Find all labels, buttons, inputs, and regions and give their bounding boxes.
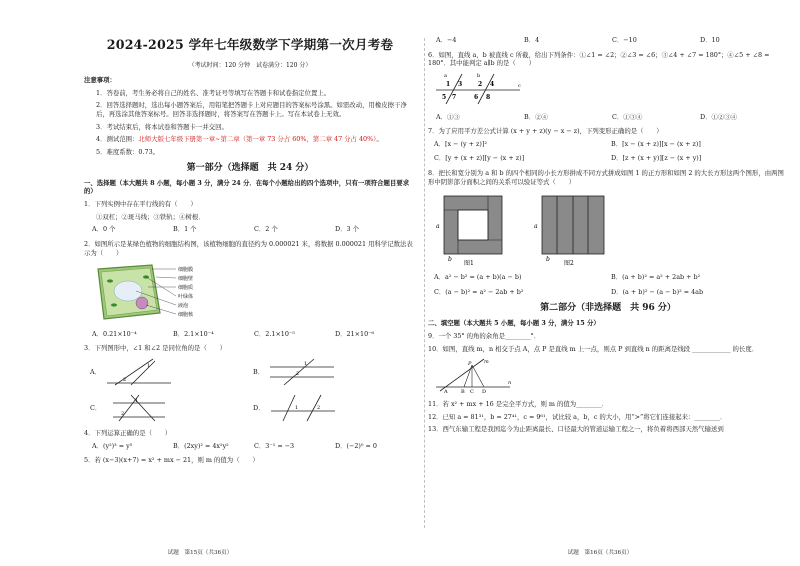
q3-options [90, 357, 416, 423]
svg-text:D: D [482, 389, 487, 394]
q2-option-a[interactable]: A．0.21×10⁻⁴ [92, 329, 137, 338]
q6-option-c[interactable]: C．①③④ [612, 112, 643, 121]
svg-text:P: P [468, 361, 472, 368]
svg-text:6: 6 [474, 93, 479, 101]
exam-title: 2024-2025 学年七年级数学下学期第一次月考卷 [106, 37, 394, 52]
svg-text:2: 2 [316, 405, 320, 412]
q5-option-d[interactable]: D．10 [700, 36, 720, 44]
q12-stem: 12．已知 a = 81³¹，b = 27⁴¹，c = 9⁶¹，试比较 a，b，c 的大小，用“>”将它们连接起来：________． [428, 412, 727, 421]
test-scope: 北师大版七年级下册第一章~第二章（第一章 73 分占 60%，第二章 47 分占 40%） [138, 135, 377, 144]
note-4-suffix: 。 [376, 135, 383, 144]
cell-label-2: 细胞质 [178, 285, 194, 292]
part1-heading: 第一部分（选择题 共 24 分） [186, 162, 314, 173]
q8-option-c[interactable]: C．(a − b)² = a² − 2ab + b² [434, 287, 524, 296]
q4-option-c[interactable]: C．3⁻¹ = −3 [254, 441, 295, 450]
q4-options [92, 442, 416, 451]
svg-text:b: b [448, 256, 452, 264]
q7-options [434, 140, 788, 163]
svg-text:c: c [518, 82, 521, 89]
footer-left: 试题 第15页（共36页） [167, 550, 233, 557]
note-4 [84, 135, 416, 144]
rectangle-area-diagram [434, 190, 634, 266]
cell-label-0: 细胞膜 [178, 267, 194, 274]
svg-text:B: B [461, 389, 465, 394]
q4-option-d[interactable]: D．(−2)⁰ = 0 [335, 441, 377, 450]
q8-option-a[interactable]: A．a² − b² = (a + b)(a − b) [434, 273, 522, 282]
part2-heading: 第二部分（非选择题 共 96 分） [540, 303, 676, 314]
q7-option-b[interactable]: B．[x − (x + z)][x − (x + z)] [611, 139, 701, 148]
q7-stem: 7．为了应用平方差公式计算 (x + y + z)(y − x − z)，下列变形正确的是（ ） [428, 127, 663, 136]
q8-option-b[interactable]: B．(a + b)² = a² + 2ab + b² [611, 273, 701, 282]
q8-figures [434, 190, 788, 269]
q2-option-c[interactable]: C．2.1×10⁻⁵ [254, 329, 295, 338]
q1-sub: ①双杠；②斑马线；③铁轨；④树根． [96, 212, 205, 221]
svg-text:1: 1 [304, 361, 308, 368]
svg-text:a: a [444, 72, 447, 79]
q3-figure-c [105, 393, 175, 423]
q1-option-a[interactable]: A．0 个 [92, 225, 116, 234]
q6-figure [434, 72, 788, 109]
q1-option-c[interactable]: C．2 个 [254, 225, 278, 234]
q6-stem: 6．如图，直线 a，b 被直线 c 所截，给出下列条件：①∠1 = ∠2；②∠3 = ∠6；③∠4 + ∠7 = 180°；④∠5 + ∠8 = 180°．其中能判定 a∥b 的是（ ） [428, 50, 770, 68]
point-to-line-diagram [434, 357, 514, 393]
q7-option-d[interactable]: D．[z + (x + y)][z − (x + y)] [611, 154, 702, 163]
q9-stem: 9．一个 35° 的角的余角是________°． [428, 332, 541, 341]
exam-subtitle: （考试时间：120 分钟 试卷满分：120 分） [188, 62, 312, 69]
q13-stem: 13．西气东输工程是我国迄今为止距离最长、口径最大的管道运输工程之一，将负着将西部天然气输送到 [428, 425, 724, 434]
svg-text:1: 1 [294, 405, 298, 412]
q5-stem: 5．若 (x−3)(x+7) = x² + mx − 21，则 m 的值为（ ） [84, 456, 259, 465]
q3-option-c-label: C． [90, 403, 102, 412]
q3-figure-d [269, 393, 339, 423]
q10-figure [434, 357, 788, 396]
note-3: 3．考试结束后，将本试卷和答题卡一并交回。 [96, 122, 228, 131]
svg-text:b: b [477, 72, 481, 79]
left-column [84, 36, 416, 469]
note-5: 5．难度系数：0.73。 [96, 147, 160, 156]
q1-option-d[interactable]: D．3 个 [335, 225, 360, 234]
svg-text:A: A [444, 389, 448, 394]
q6-option-d[interactable]: D．①②③④ [700, 112, 738, 121]
section1-instructions: 一、选择题（本大题共 8 小题，每小题 3 分，满分 24 分．在每个小题给出的四个选项中，只有一项符合题目要求的） [84, 178, 410, 196]
svg-text:4: 4 [490, 80, 495, 88]
q1-option-b[interactable]: B．1 个 [173, 225, 197, 234]
q5-options [436, 36, 788, 45]
svg-text:a: a [534, 223, 538, 231]
q6-options [436, 113, 788, 122]
q4-stem: 4．下列运算正确的是（ ） [84, 429, 172, 438]
cell-label-5: 细胞核 [178, 312, 194, 319]
footer-right: 试题 第16页（共36页） [567, 550, 633, 557]
q3-option-a-label: A． [90, 367, 102, 376]
q3-option-c[interactable] [90, 393, 253, 423]
fig1-label: 图1 [464, 260, 474, 267]
q2-option-b[interactable]: B．2.1×10⁻⁴ [173, 329, 214, 338]
cell-figure [90, 261, 416, 326]
q6-option-a[interactable]: A．①③ [436, 112, 460, 121]
svg-text:m: m [484, 359, 489, 366]
q5-option-b[interactable]: B．4 [524, 36, 540, 44]
q2-options [92, 330, 416, 339]
svg-text:3: 3 [458, 80, 463, 88]
q2-option-d[interactable]: D．21×10⁻⁶ [335, 329, 375, 338]
q3-figure-a [105, 357, 175, 387]
q10-stem: 10．如图，直线 m，n 相交于点 A，点 P 是直线 m 上一点，则点 P 到直线 n 的距离是线段 ____________ 的长度． [428, 344, 759, 353]
q8-options [434, 273, 788, 296]
svg-text:2: 2 [296, 371, 300, 378]
q6-option-b[interactable]: B．②④ [524, 112, 548, 121]
q5-option-c[interactable]: C．−10 [612, 36, 637, 44]
cell-label-4: 液泡 [178, 303, 189, 310]
q3-option-b[interactable] [253, 357, 416, 387]
right-page [400, 0, 800, 566]
q1-options [92, 225, 416, 234]
q11-stem: 11．若 x² + mx + 16 是完全平方式，则 m 的值为________． [428, 400, 609, 409]
svg-text:1: 1 [147, 363, 151, 370]
q3-option-d[interactable] [253, 393, 416, 423]
svg-text:2: 2 [121, 411, 125, 418]
q3-stem: 3．下列图形中，∠1 和∠2 是同位角的是（ ） [84, 344, 227, 353]
q3-option-d-label: D． [253, 403, 265, 412]
svg-text:n: n [508, 380, 512, 387]
q7-option-c[interactable]: C．[y + (x + z)][y − (x + z)] [434, 154, 525, 163]
svg-text:5: 5 [442, 93, 447, 101]
q7-option-a[interactable]: A．[x − (y + z)]² [434, 139, 487, 148]
fig2-label: 图2 [564, 260, 574, 267]
note-4-prefix: 4．测试范围： [96, 135, 139, 144]
svg-text:8: 8 [486, 93, 491, 101]
q3-option-a[interactable] [90, 357, 253, 387]
cell-label-1: 细胞壁 [178, 276, 194, 283]
cell-label-3: 叶绿体 [178, 294, 194, 301]
q2-stem: 2．如图所示是某绿色植物的细胞结构图，该植物细胞的直径约为 0.000021 米，将数据 0.000021 用科学记数法表示为（ ） [84, 239, 413, 257]
svg-text:C: C [470, 389, 474, 394]
q3-figure-b [268, 357, 338, 387]
svg-text:1: 1 [135, 398, 139, 405]
q8-stem: 8．把长和宽分别为 a 和 b 的四个相同的小长方形拼成不同方式拼成如图 1 的正方形和如图 2 的大长方形这两个图形，由两图形中阴影部分面积之间的关系可以验证等式（ ） [428, 169, 784, 186]
svg-text:a: a [436, 223, 440, 231]
svg-text:2: 2 [478, 80, 483, 88]
q8-option-d[interactable]: D．(a + b)² − (a − b)² = 4ab [611, 287, 704, 296]
note-2: 2．回答选择题时，选出每小题答案后，用铅笔把答题卡上对应题目的答案标号涂黑。如需改动，用橡皮擦干净后，再选涂其他答案标号。回答非选择题时，将答案写在答题卡上。写在本试卷上无效。 [96, 101, 407, 119]
svg-text:2: 2 [123, 377, 127, 384]
svg-text:1: 1 [446, 80, 451, 88]
svg-text:7: 7 [452, 93, 457, 101]
q5-option-a[interactable]: A．−4 [436, 36, 457, 44]
q3-option-b-label: B． [253, 367, 265, 376]
svg-text:b: b [546, 256, 550, 264]
notes-heading: 注意事项： [84, 76, 116, 85]
q1-stem: 1．下列实例中存在平行线的有（ ） [84, 200, 197, 208]
note-1: 1．答卷前，考生务必将自己的姓名、准考证号等填写在答题卡和试卷指定位置上。 [96, 88, 331, 97]
q4-option-b[interactable]: B．(2xy)² = 4x²y² [173, 441, 229, 450]
parallel-lines-diagram [434, 72, 524, 106]
right-column [428, 36, 788, 438]
q4-option-a[interactable]: A．(y²)³ = y⁵ [92, 441, 133, 450]
section2-instructions: 二、填空题（本大题共 5 小题，每小题 3 分，满分 15 分） [428, 319, 600, 328]
plant-cell-diagram [90, 261, 220, 323]
